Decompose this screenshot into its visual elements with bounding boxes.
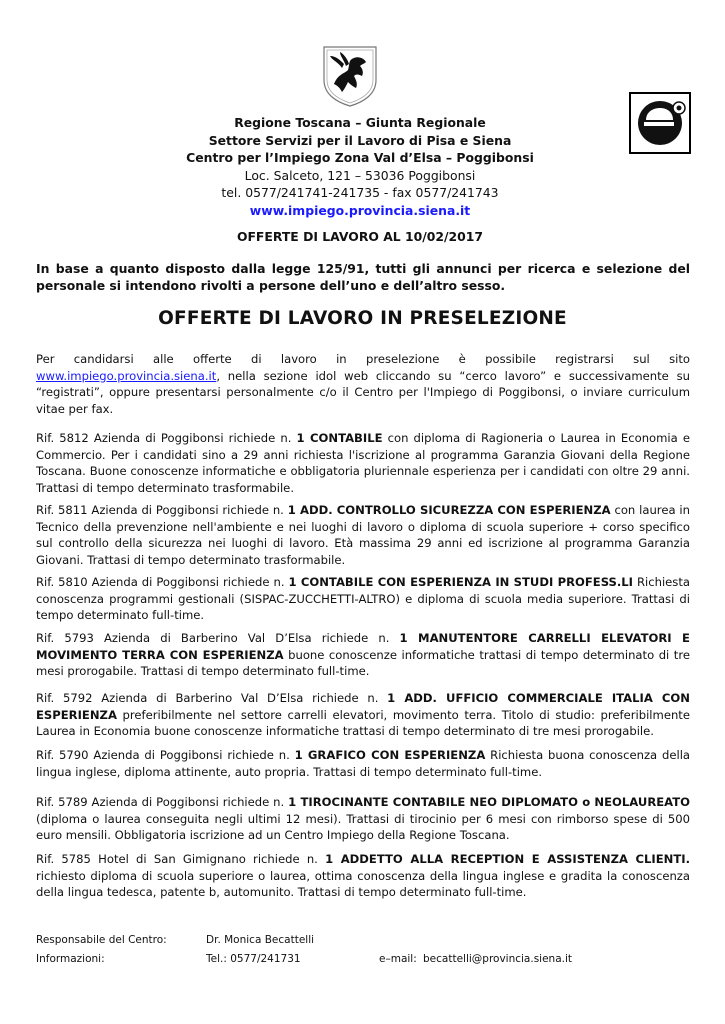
intro-paragraph (36, 351, 690, 417)
offer-title: 1 GRAFICO CON ESPERIENZA (294, 748, 486, 762)
offer-description: buone conoscenze informatiche trattasi di tempo determinato di tre mesi prorogabile. Trattasi di tempo determinato full-time. (36, 647, 690, 678)
offer-5812 (36, 430, 690, 496)
offer-description: con diploma di Ragioneria o Laurea in Economia e Commercio. Per i candidati sino a 29 anni richiesta l'iscrizione al programma Garanzia Giovani della Regione Toscana. Buone conoscenze informatiche e obbligatoria pluriennale esperienza per i candidati con oltre 29 anni. Trattasi di tempo determinato trasformabile. (36, 431, 690, 495)
footer-responsible-name: Dr. Monica Becattelli (206, 934, 315, 946)
date-title: OFFERTE DI LAVORO AL 10/02/2017 (236, 229, 484, 244)
offer-title: 1 ADD. CONTROLLO SICUREZZA CON ESPERIENZA (287, 503, 611, 517)
offer-title: 1 MANUTENTORE CARRELLI ELEVATORI E MOVIMENTO TERRA CON ESPERIENZA (36, 631, 690, 662)
offer-description: richiesto diploma di scuola superiore o laurea, ottima conoscenza della lingua inglese e gradita la conoscenza della lingua tedesca, patente b, automunito. Trattasi di tempo determinato full-time. (36, 868, 690, 899)
offer-5792 (36, 690, 690, 740)
office-header (60, 114, 660, 219)
offer-description: Richiesta conoscenza programmi gestionali (SISPAC-ZUCCHETTI-ALTRO) e diploma di scuola media superiore. Trattasi di tempo determinato full-time. (36, 575, 690, 622)
offer-5810 (36, 574, 690, 624)
header-address: Loc. Salceto, 121 – 53036 Poggibonsi (244, 167, 476, 183)
offer-ref: Rif. 5793 Azienda di Barberino Val D’Elsa richiede n. (36, 631, 400, 645)
offer-description: Richiesta buona conoscenza della lingua inglese, diploma attinente, auto propria. Trattasi di tempo determinato full-time. (36, 748, 691, 779)
offer-description: con laurea in Tecnico della prevenzione nell'ambiente e nei luoghi di lavoro o diploma di scuola superiore + corso specifico sul controllo della sicurezza nei luoghi di lavoro. Età massima 29 anni ed iscrizione al programma Garanzia Giovani. Trattasi di tempo determinato trasformabile. (36, 503, 690, 567)
offer-5811 (36, 502, 690, 568)
intro-text-after: , nella sezione idol web cliccando su “cerco lavoro” e successivamente su “registrati”, oppure presentarsi personalmente c/o il Centro per l'Impiego di Poggibonsi, o inviare curriculum vitae per fax. (36, 368, 690, 416)
offer-ref: Rif. 5812 Azienda di Poggibonsi richiede n. (36, 431, 297, 445)
header-website[interactable]: www.impiego.provincia.siena.it (249, 202, 471, 218)
offer-5793 (36, 630, 690, 680)
offer-ref: Rif. 5810 Azienda di Poggibonsi richiede n. (36, 575, 289, 589)
offer-title: 1 CONTABILE CON ESPERIENZA IN STUDI PROFESS.LI (288, 575, 633, 589)
footer-info-label: Informazioni: (36, 953, 105, 965)
offer-description: preferibilmente nel settore carrelli elevatori, movimento terra. Titolo di studio: preferibilmente Laurea in Economia buone conoscenze informatiche trattasi di tempo determinato di tre mesi prorogabile. (36, 707, 690, 738)
footer-info-phone: Tel.: 0577/241731 (206, 953, 301, 965)
intro-website-link[interactable]: www.impiego.provincia.siena.it (36, 368, 217, 383)
offer-ref: Rif. 5789 Azienda di Poggibonsi richiede n. (36, 795, 289, 809)
offer-title: 1 CONTABILE (296, 431, 383, 445)
footer-email[interactable]: becattelli@provincia.siena.it (423, 953, 573, 965)
header-centre: Centro per l’Impiego Zona Val d’Elsa – Poggibonsi (186, 150, 534, 165)
regione-toscana-pegasus-emblem (320, 44, 380, 108)
header-phone: tel. 0577/241741-241735 - fax 0577/241743 (221, 185, 499, 200)
offer-ref: Rif. 5785 Hotel di San Gimignano richiede n. (36, 852, 326, 866)
equal-opportunity-notice: In base a quanto disposto dalla legge 125/91, tutti gli annunci per ricerca e selezione del personale si intendono rivolti a persone dell’uno e dell’altro sesso. (36, 261, 690, 293)
offer-5790 (36, 747, 690, 780)
offer-description: (diploma o laurea conseguita negli ultimi 12 mesi). Trattasi di tirocinio per 6 mesi con rimborso spese di 500 euro mensili. Obbligatoria iscrizione ad un Centro Impiego della Regione Toscana. (36, 811, 690, 842)
offer-5789 (36, 794, 690, 844)
footer-email-label: e–mail: (379, 953, 417, 965)
offer-5785 (36, 851, 690, 901)
intro-text-before: Per candidarsi alle offerte di lavoro in preselezione è possibile registrarsi sul sito (36, 352, 690, 366)
offer-title: 1 ADDETTO ALLA RECEPTION E ASSISTENZA CLIENTI. (325, 852, 690, 866)
footer-responsible-label: Responsabile del Centro: (36, 934, 167, 946)
offer-ref: Rif. 5811 Azienda di Poggibonsi richiede n. (36, 503, 288, 517)
header-sector: Settore Servizi per il Lavoro di Pisa e Siena (208, 132, 512, 148)
offer-title: 1 ADD. UFFICIO COMMERCIALE ITALIA CON ESPERIENZA (36, 691, 690, 722)
offer-title: 1 TIROCINANTE CONTABILE NEO DIPLOMATO o NEOLAUREATO (288, 795, 690, 809)
main-title: OFFERTE DI LAVORO IN PRESELEZIONE (158, 308, 567, 329)
header-region: Regione Toscana – Giunta Regionale (234, 115, 486, 130)
offer-ref: Rif. 5790 Azienda di Poggibonsi richiede n. (36, 748, 295, 762)
offer-ref: Rif. 5792 Azienda di Barberino Val D’Elsa richiede n. (36, 691, 388, 705)
